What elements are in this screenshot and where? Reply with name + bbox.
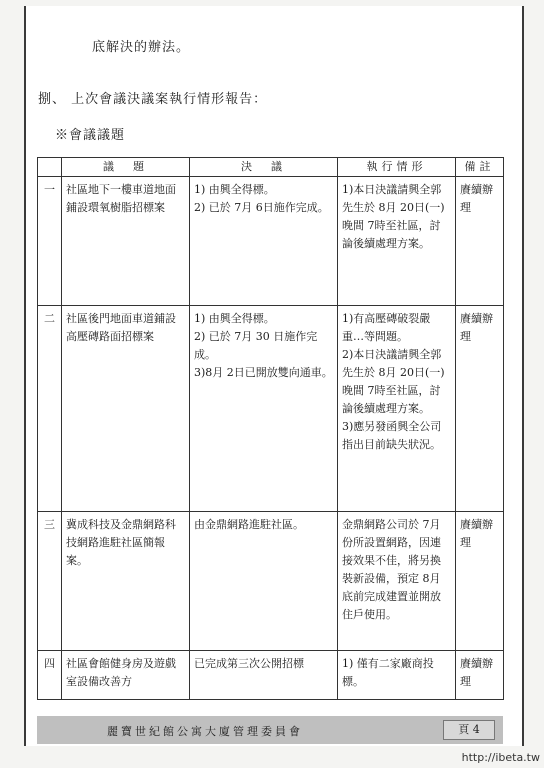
header-note: 備註 (456, 158, 504, 177)
row-decision (190, 177, 338, 306)
row-number: 二 (38, 306, 62, 512)
row-topic: 社區會館健身房及遊戲室設備改善方 (62, 651, 190, 700)
row-execution (338, 306, 456, 512)
table-row (38, 306, 504, 512)
decision-item: 1) 由興全得標。 (194, 183, 275, 196)
execution-item: 3)應另發函興全公司指出目前缺失狀況。 (342, 420, 442, 451)
execution-item: 1)有高壓磚破裂嚴重…等問題。 (342, 312, 431, 343)
table-header-row (38, 158, 504, 177)
section-heading: 捌、 上次會議決議案執行情形報告： (38, 92, 268, 107)
table-row (38, 177, 504, 306)
page-number: 頁 4 (443, 720, 495, 740)
decision-item: 3)8月 2日已開放雙向通車。 (194, 366, 333, 379)
decision-item: 2) 已於 7月 30 日施作完成。 (194, 330, 318, 361)
header-num (38, 158, 62, 177)
row-note: 賡續辦理 (456, 177, 504, 306)
watermark: http://ibeta.tw (461, 751, 540, 764)
decision-item: 1) 由興全得標。 (194, 312, 275, 325)
row-note: 賡續辦理 (456, 512, 504, 651)
execution-item: 1) 僅有二家廠商投標。 (342, 657, 434, 688)
row-execution (338, 651, 456, 700)
row-note: 賡續辦理 (456, 306, 504, 512)
row-note: 賡續辦理 (456, 651, 504, 700)
row-topic: 冀成科技及金鼎網路科技網路進駐社區簡報案。 (62, 512, 190, 651)
decision-item: 2) 已於 7月 6日施作完成。 (194, 201, 329, 214)
row-decision (190, 306, 338, 512)
row-number: 四 (38, 651, 62, 700)
execution-item: 1)本日決議請興全郭先生於 8月 20日(一)晚間 7時至社區，討論後續處理方案。 (342, 183, 445, 250)
subheading: ※會議議題 (55, 128, 126, 143)
header-decision: 決 議 (190, 158, 338, 177)
footer-title: 麗寶世紀館公寓大廈管理委員會 (107, 725, 303, 738)
execution-item: 2)本日決議請興全郭先生於 8月 20日(一)晚間 7時至社區，討論後續處理方案。 (342, 348, 445, 415)
row-number: 三 (38, 512, 62, 651)
row-decision (190, 512, 338, 651)
decision-item: 由金鼎網路進駐社區。 (194, 518, 304, 531)
row-topic: 社區後門地面車道鋪設高壓磚路面招標案 (62, 306, 190, 512)
row-number: 一 (38, 177, 62, 306)
row-execution (338, 512, 456, 651)
page-footer (37, 716, 503, 744)
header-topic: 議 題 (62, 158, 190, 177)
row-decision (190, 651, 338, 700)
row-execution (338, 177, 456, 306)
intro-line: 底解決的辦法。 (92, 40, 191, 55)
resolution-table (37, 157, 504, 700)
row-topic: 社區地下一樓車道地面鋪設環氧樹脂招標案 (62, 177, 190, 306)
table-row (38, 512, 504, 651)
execution-item: 金鼎網路公司於 7月份所設置網路，因連接效果不佳，將另換裝新設備，預定 8月底前完成建置並開放住戶使用。 (342, 518, 441, 621)
decision-item: 已完成第三次公開招標 (194, 657, 304, 670)
table-row (38, 651, 504, 700)
header-execution: 執行情形 (338, 158, 456, 177)
